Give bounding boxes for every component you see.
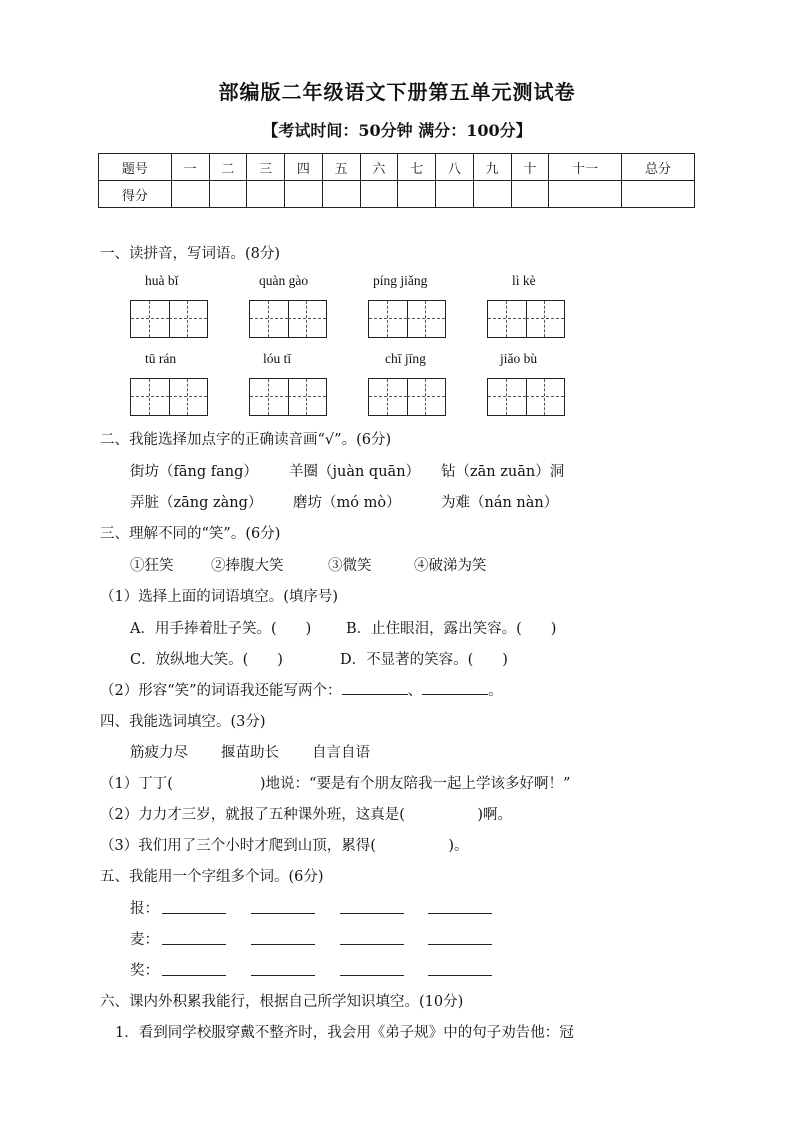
q3-part2-end: 。 — [488, 683, 503, 699]
score-row-label: 得分 — [99, 181, 172, 208]
q2-heading: 二、我能选择加点字的正确读音画“√”。(6分) — [100, 432, 392, 448]
answer-line[interactable] — [340, 975, 404, 976]
answer-blank[interactable] — [342, 680, 408, 695]
score-cell[interactable] — [436, 181, 474, 208]
score-cell[interactable] — [473, 181, 511, 208]
writing-grid[interactable] — [249, 300, 327, 338]
score-cell[interactable] — [209, 181, 247, 208]
pinyin-label: píng jiǎng — [373, 273, 428, 288]
score-cell[interactable] — [549, 181, 622, 208]
q3-option: ①狂笑 — [130, 558, 174, 574]
answer-line[interactable] — [162, 975, 226, 976]
pinyin-label: lì kè — [512, 273, 536, 288]
q3-item-d[interactable]: D．不显著的笑容。( ) — [340, 652, 508, 668]
q2-item[interactable]: 街坊（fāng fang） — [130, 464, 258, 480]
q6-heading: 六、课内外积累我能行，根据自己所学知识填空。(10分) — [100, 994, 464, 1010]
q2-item[interactable]: 磨坊（mó mò） — [293, 495, 401, 511]
q3-item-b[interactable]: B．止住眼泪，露出笑容。( ) — [346, 621, 557, 637]
writing-grid[interactable] — [487, 300, 565, 338]
answer-line[interactable] — [251, 975, 315, 976]
pinyin-label: chī jīng — [385, 351, 426, 366]
score-header-cell: 题号 — [99, 154, 172, 181]
q3-part2-prefix: （2）形容“笑”的词语我还能写两个： — [100, 683, 342, 699]
q3-part1: （1）选择上面的词语填空。(填序号) — [100, 589, 339, 605]
score-header-cell: 八 — [436, 154, 474, 181]
pinyin-label: lóu tī — [263, 351, 292, 366]
writing-grid[interactable] — [130, 378, 208, 416]
writing-grid[interactable] — [487, 378, 565, 416]
writing-grid[interactable] — [249, 378, 327, 416]
writing-grid[interactable] — [368, 300, 446, 338]
q5-char: 报： — [130, 901, 159, 917]
score-header-cell: 九 — [473, 154, 511, 181]
q3-part2 — [100, 679, 503, 700]
score-header-cell: 六 — [360, 154, 398, 181]
answer-line[interactable] — [251, 913, 315, 914]
score-header-cell: 十一 — [549, 154, 622, 181]
score-table-score-row — [99, 181, 695, 208]
q3-option: ④破涕为笑 — [414, 558, 487, 574]
q5-char: 麦： — [130, 932, 159, 948]
answer-line[interactable] — [162, 944, 226, 945]
score-header-cell: 五 — [322, 154, 360, 181]
score-cell[interactable] — [360, 181, 398, 208]
q4-word: 自言自语 — [312, 745, 370, 761]
answer-line[interactable] — [162, 913, 226, 914]
q3-heading: 三、理解不同的“笑”。(6分) — [100, 526, 281, 542]
answer-blank[interactable] — [422, 680, 488, 695]
score-header-cell: 二 — [209, 154, 247, 181]
score-header-cell: 十 — [511, 154, 549, 181]
q4-word: 筋疲力尽 — [130, 745, 188, 761]
pinyin-label: huà bǐ — [145, 273, 179, 288]
q4-sentence[interactable]: （2）力力才三岁，就报了五种课外班，这真是( )啊。 — [100, 807, 513, 823]
q3-item-c[interactable]: C．放纵地大笑。( ) — [130, 652, 283, 668]
score-table — [98, 153, 695, 208]
q2-item[interactable]: 羊圈（juàn quān） — [289, 464, 421, 480]
q3-item-a[interactable]: A．用手捧着肚子笑。( ) — [130, 621, 312, 637]
page-title: 部编版二年级语文下册第五单元测试卷 — [218, 80, 576, 104]
exam-info: 【考试时间：50分钟 满分：100分】 — [262, 121, 532, 140]
q2-item[interactable]: 为难（nán nàn） — [441, 495, 559, 511]
answer-line[interactable] — [428, 913, 492, 914]
pinyin-label: jiǎo bù — [500, 351, 538, 366]
q4-heading: 四、我能选词填空。(3分) — [100, 714, 266, 730]
pinyin-label: quàn gào — [259, 273, 309, 288]
score-header-cell: 七 — [398, 154, 436, 181]
score-header-cell: 一 — [171, 154, 209, 181]
score-cell[interactable] — [622, 181, 695, 208]
score-cell[interactable] — [398, 181, 436, 208]
answer-line[interactable] — [428, 944, 492, 945]
q4-sentence[interactable]: （1）丁丁( )地说：“要是有个朋友陪我一起上学该多好啊！” — [100, 776, 571, 792]
answer-line[interactable] — [340, 944, 404, 945]
q4-word: 揠苗助长 — [221, 745, 279, 761]
q2-item[interactable]: 弄脏（zāng zàng） — [130, 495, 263, 511]
writing-grid[interactable] — [130, 300, 208, 338]
answer-line[interactable] — [251, 944, 315, 945]
score-header-cell: 总分 — [622, 154, 695, 181]
q6-item: 1．看到同学校服穿戴不整齐时，我会用《弟子规》中的句子劝告他：冠 — [115, 1025, 574, 1041]
q3-option: ②捧腹大笑 — [211, 558, 284, 574]
score-table-header-row — [99, 154, 695, 181]
pinyin-label: tū rán — [145, 351, 177, 366]
score-cell[interactable] — [511, 181, 549, 208]
answer-line[interactable] — [428, 975, 492, 976]
q4-sentence[interactable]: （3）我们用了三个小时才爬到山顶，累得( )。 — [100, 838, 469, 854]
q3-part2-sep: 、 — [407, 683, 423, 699]
score-cell[interactable] — [285, 181, 323, 208]
q2-item[interactable]: 钻（zān zuān）洞 — [441, 464, 565, 480]
score-header-cell: 四 — [285, 154, 323, 181]
q1-heading: 一、读拼音，写词语。(8分) — [100, 246, 281, 262]
writing-grid[interactable] — [368, 378, 446, 416]
score-cell[interactable] — [247, 181, 285, 208]
score-cell[interactable] — [322, 181, 360, 208]
score-header-cell: 三 — [247, 154, 285, 181]
q5-char: 奖： — [130, 963, 159, 979]
q3-option: ③微笑 — [328, 558, 372, 574]
q5-heading: 五、我能用一个字组多个词。(6分) — [100, 869, 324, 885]
answer-line[interactable] — [340, 913, 404, 914]
score-cell[interactable] — [171, 181, 209, 208]
